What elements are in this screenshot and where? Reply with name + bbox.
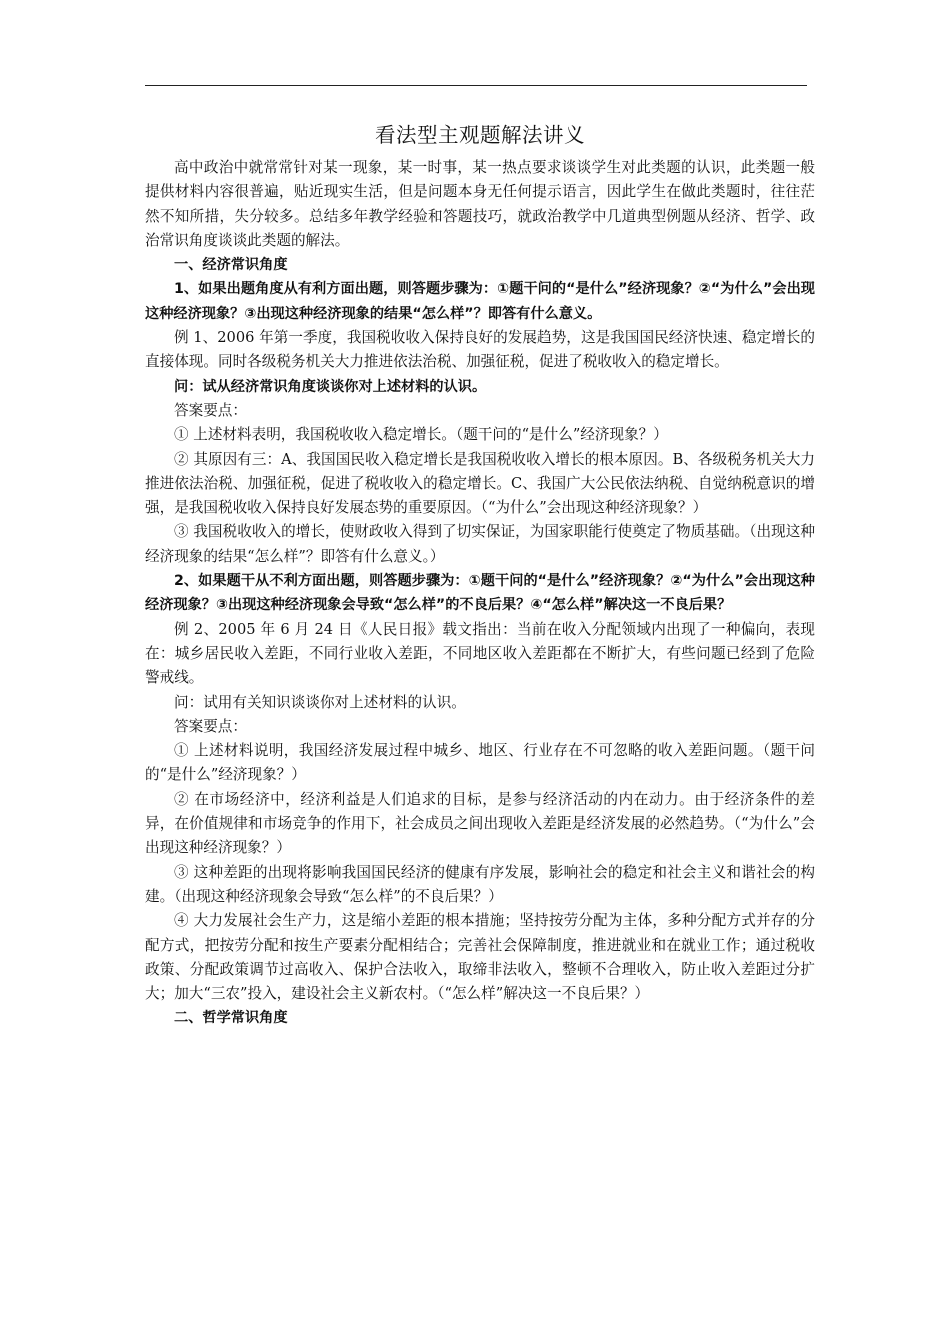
paragraph: 高中政治中就常常针对某一现象，某一时事，某一热点要求谈谈学生对此类题的认识，此类题一般提供材料内容很普遍，贴近现实生活，但是问题本身无任何提示语言，因此学生在做此类题时，往往茫然不知所措，失分较多。总结多年教学经验和答题技巧，就政治教学中几道典型例题从经济、哲学、政治常识角度谈谈此类题的解法。: [145, 159, 815, 249]
document-title: 看法型主观题解法讲义: [375, 123, 585, 147]
bold-paragraph: 一、经济常识角度: [174, 257, 288, 274]
paragraph-list: [145, 156, 815, 1031]
bold-paragraph: 问：试从经济常识角度谈谈你对上述材料的认识。: [174, 378, 487, 395]
paragraph: ② 其原因有三：A、我国国民收入稳定增长是我国税收收入增长的根本原因。B、各级税务机关大力推进依法治税、加强征税，促进了税收收入的稳定增长。C、我国广大公民依法纳税、自觉纳税意识的增强，是我国税收收入保持良好发展态势的重要原因。（“为什么”会出现这种经济现象？）: [145, 450, 815, 517]
bold-paragraph: 1、如果出题角度从有利方面出题，则答题步骤为：①题干问的“是什么”经济现象？②“为什么”会出现这种经济现象？③出现这种经济现象的结果“怎么样”？即答有什么意义。: [145, 281, 815, 322]
paragraph: ③ 这种差距的出现将影响我国国民经济的健康有序发展，影响社会的稳定和社会主义和谐社会的构建。（出现这种经济现象会导致“怎么样”的不良后果？）: [145, 863, 815, 905]
paragraph: 问：试用有关知识谈谈你对上述材料的认识。: [174, 693, 466, 711]
paragraph: 答案要点：: [174, 401, 247, 419]
paragraph: ① 上述材料表明，我国税收收入稳定增长。（题干问的“是什么”经济现象？）: [174, 426, 668, 444]
paragraph: ② 在市场经济中，经济利益是人们追求的目标，是参与经济活动的内在动力。由于经济条件的差异，在价值规律和市场竞争的作用下，社会成员之间出现收入差距是经济发展的必然趋势。（“为什么”会出现这种经济现象？）: [145, 790, 815, 857]
paragraph: 例 2、2005 年 6 月 24 日《人民日报》载文指出：当前在收入分配领域内出现了一种偏向，表现在：城乡居民收入差距，不同行业收入差距，不同地区收入差距都在不断扩大，有些问题已经到了危险警戒线。: [145, 620, 815, 687]
paragraph: ① 上述材料说明，我国经济发展过程中城乡、地区、行业存在不可忽略的收入差距问题。（题干问的“是什么”经济现象？）: [145, 742, 815, 784]
header-rule: [145, 85, 807, 86]
bold-paragraph: 2、如果题干从不利方面出题，则答题步骤为：①题干问的“是什么”经济现象？②“为什么”会出现这种经济现象？③出现这种经济现象会导致“怎么样”的不良后果？④“怎么样”解决这一不良后果？: [145, 573, 815, 614]
paragraph: 例 1、2006 年第一季度，我国税收收入保持良好的发展趋势，这是我国国民经济快速、稳定增长的直接体现。同时各级税务机关大力推进依法治税、加强征税，促进了税收收入的稳定增长。: [145, 329, 815, 371]
paragraph: 答案要点：: [174, 717, 247, 735]
document-body: [145, 122, 815, 1031]
bold-paragraph: 二、哲学常识角度: [174, 1010, 288, 1027]
paragraph: ③ 我国税收收入的增长，使财政收入得到了切实保证，为国家职能行使奠定了物质基础。（出现这种经济现象的结果“怎么样”？即答有什么意义。）: [145, 523, 815, 565]
paragraph: ④ 大力发展社会生产力，这是缩小差距的根本措施；坚持按劳分配为主体，多种分配方式并存的分配方式，把按劳分配和按生产要素分配相结合；完善社会保障制度，推进就业和在就业工作；通过税收政策、分配政策调节过高收入、保护合法收入，取缔非法收入，整顿不合理收入，防止收入差距过分扩大；加大“三农”投入，建设社会主义新农村。（“怎么样”解决这一不良后果？）: [145, 912, 815, 1003]
